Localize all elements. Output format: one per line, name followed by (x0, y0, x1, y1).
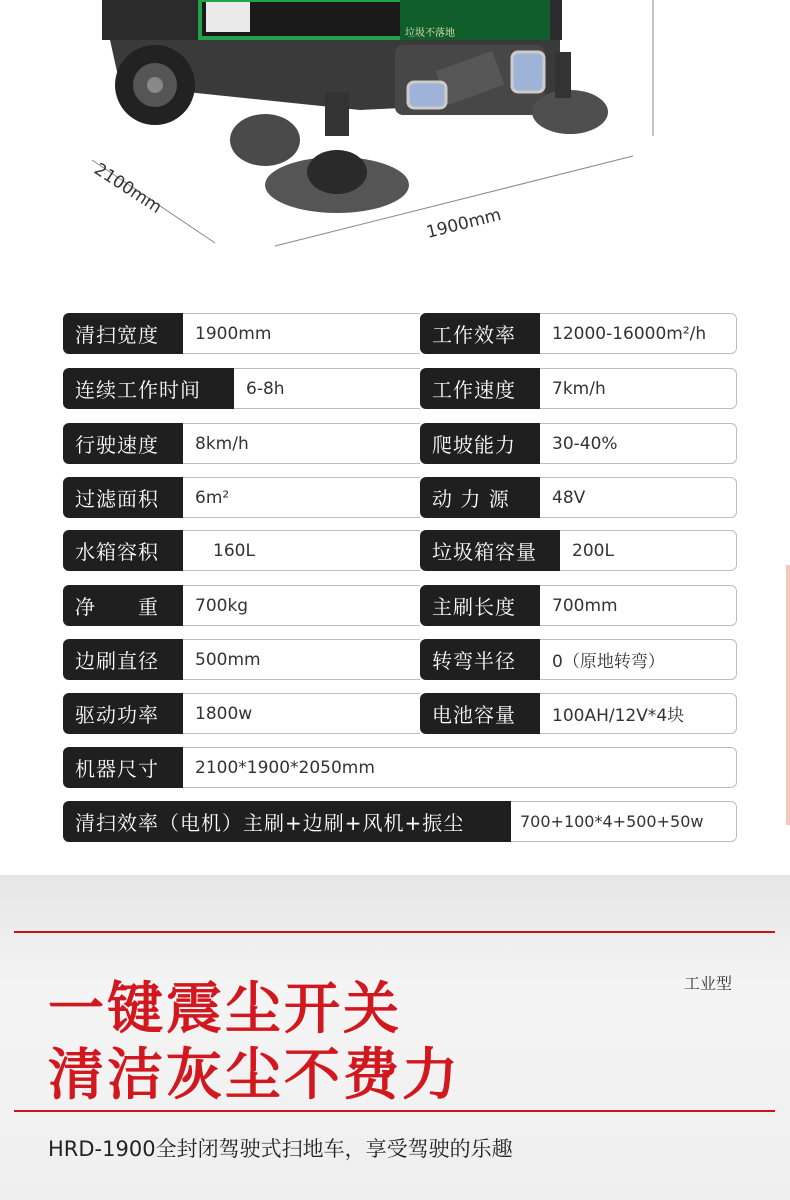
spec-row (63, 639, 737, 680)
length-dimension-label: 1900mm (424, 204, 504, 243)
spec-label: 动 力 源 (420, 477, 540, 518)
spec-row (63, 477, 737, 518)
banner-tag: 工业型 (684, 974, 733, 993)
spec-value: 7km/h (540, 368, 737, 409)
spec-value: 500mm (183, 639, 420, 680)
banner-divider-top (14, 931, 775, 933)
spec-value: 700+100*4+500+50w (511, 801, 737, 842)
spec-value: 2100*1900*2050mm (183, 747, 737, 788)
spec-row (63, 423, 737, 464)
banner-headline-1: 一键震尘开关 (48, 977, 402, 1042)
spec-row-efficiency (63, 801, 737, 842)
sweeper-machine-image (0, 0, 790, 290)
spec-label: 边刷直径 (63, 639, 183, 680)
spec-label: 主刷长度 (420, 585, 540, 626)
spec-label: 净 重 (63, 585, 183, 626)
spec-value: 0（原地转弯） (540, 639, 737, 680)
spec-label: 清扫效率（电机）主刷+边刷+风机+振尘 (63, 801, 511, 842)
banner-headline-2: 清洁灰尘不费力 (48, 1043, 461, 1108)
spec-label: 爬坡能力 (420, 423, 540, 464)
spec-row (63, 693, 737, 734)
spec-row (63, 585, 737, 626)
spec-row (63, 313, 737, 354)
banner-subtitle: HRD-1900全封闭驾驶式扫地车，享受驾驶的乐趣 (48, 1137, 513, 1161)
spec-value: 6-8h (234, 368, 420, 409)
feature-banner (0, 875, 790, 1200)
spec-value: 200L (560, 530, 737, 571)
spec-value: 100AH/12V*4块 (540, 693, 737, 734)
spec-label: 电池容量 (420, 693, 540, 734)
spec-value: 30-40% (540, 423, 737, 464)
spec-value: 8km/h (183, 423, 420, 464)
spec-label: 垃圾箱容量 (420, 530, 560, 571)
spec-row-size (63, 747, 737, 788)
spec-value: 1800w (183, 693, 420, 734)
spec-label: 驱动功率 (63, 693, 183, 734)
spec-label: 行驶速度 (63, 423, 183, 464)
spec-row (63, 530, 737, 571)
spec-value: 48V (540, 477, 737, 518)
banner-divider-bottom (14, 1110, 775, 1112)
decal-text: 垃圾不落地 (405, 28, 455, 39)
spec-label: 连续工作时间 (63, 368, 234, 409)
spec-label: 过滤面积 (63, 477, 183, 518)
width-dimension-label: 2100mm (90, 159, 166, 218)
spec-label: 机器尺寸 (63, 747, 183, 788)
spec-row (63, 368, 737, 409)
spec-label: 水箱容积 (63, 530, 183, 571)
spec-label: 工作速度 (420, 368, 540, 409)
spec-value: 160L (183, 530, 420, 571)
spec-value: 12000-16000m²/h (540, 313, 737, 354)
spec-value: 1900mm (183, 313, 420, 354)
spec-value: 6m² (183, 477, 420, 518)
edge-accent (786, 565, 790, 825)
spec-value: 700kg (183, 585, 420, 626)
spec-label: 工作效率 (420, 313, 540, 354)
spec-value: 700mm (540, 585, 737, 626)
product-illustration (0, 0, 790, 290)
spec-label: 转弯半径 (420, 639, 540, 680)
spec-label: 清扫宽度 (63, 313, 183, 354)
